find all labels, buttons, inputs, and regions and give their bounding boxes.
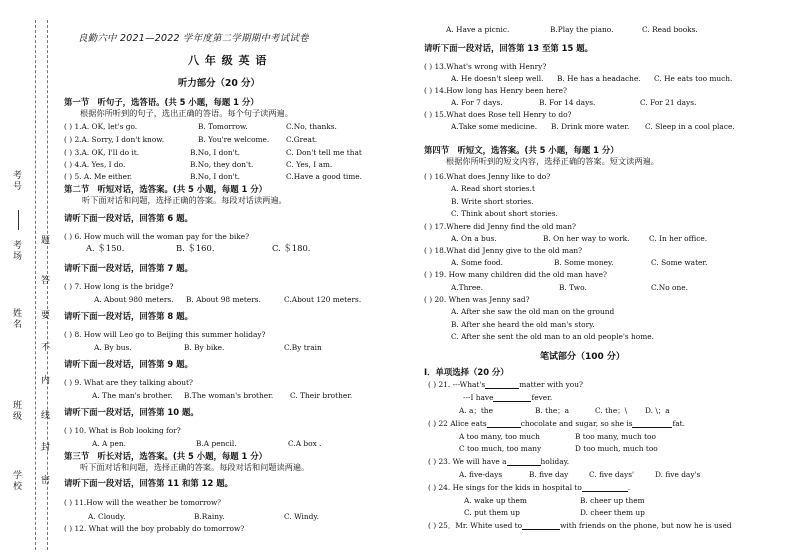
- listen-prompt-10: 请听下面一段对话，回答第 10 题。: [64, 407, 199, 417]
- question-17: ( ) 17.Where did Jenny find the old man?: [424, 222, 577, 231]
- question-16-option-c: C. Think about short stories.: [451, 209, 558, 218]
- question-15-option-a: A.Take some medicine.: [451, 122, 538, 131]
- section-2-title: 第二节 听短对话，选答案。(共 5 小题，每题 1 分）: [64, 184, 268, 194]
- question-2-option-b: B. You're welcome.: [198, 135, 270, 144]
- question-9-option-a: A. The man's brother.: [92, 391, 173, 400]
- question-6: ( ) 6. How much will the woman pay for the bike?: [64, 232, 250, 241]
- question-14: ( ) 14.How long has Henry been here?: [424, 86, 567, 95]
- listen-prompt-8: 请听下面一段对话，回答第 8 题。: [64, 311, 193, 321]
- name-label: 姓名: [11, 308, 21, 330]
- listen-prompt-7: 请听下面一段对话，回答第 7 题。: [64, 263, 193, 273]
- question-9: ( ) 9. What are they talking about?: [64, 378, 193, 387]
- question-5: ( ) 5. A. Me either.: [64, 172, 133, 181]
- question-23-option-b: B. five day: [529, 470, 569, 479]
- question-7: ( ) 7. How long is the bridge?: [64, 282, 174, 291]
- question-20: ( ) 20. When was Jenny sad?: [424, 295, 530, 304]
- question-24-option-a: A. wake up them: [464, 496, 527, 505]
- question-16: ( ) 16.What does Jenny like to do?: [424, 172, 551, 181]
- question-3-option-b: B.No, I don't.: [190, 148, 240, 157]
- question-13-option-c: C. He eats too much.: [654, 74, 733, 83]
- question-24-option-d: D. cheer them up: [580, 508, 645, 517]
- page-title: 八 年 级 英 语: [188, 54, 268, 67]
- question-23-stem: ( ) 23. We will have a: [428, 457, 507, 466]
- blank: [632, 419, 672, 428]
- question-13: ( ) 13.What's wrong with Henry?: [424, 62, 547, 71]
- question-24-stem-end: .: [627, 483, 631, 492]
- question-17-option-a: A. On a bus.: [451, 234, 497, 243]
- question-9-option-c: C. Their brother.: [290, 391, 353, 400]
- question-15-option-b: B. Drink more water.: [551, 122, 630, 131]
- question-2: ( ) 2.A. Sorry, I don't know.: [64, 135, 165, 144]
- question-20-option-c: C. After she sent the old man to an old people's home.: [451, 332, 654, 341]
- question-11-option-b: B.Rainy.: [194, 512, 225, 521]
- question-21-line2-end: fever.: [531, 393, 553, 402]
- listen-prompt-13-15: 请听下面一段对话，回答第 13 至第 15 题。: [424, 43, 593, 53]
- question-19-option-c: C.No one.: [651, 283, 688, 292]
- question-14-option-a: A. For 7 days.: [451, 98, 503, 107]
- school-label: 学校: [11, 470, 21, 492]
- seal-word: 内: [39, 375, 49, 386]
- question-11-option-a: A. Cloudy.: [88, 512, 126, 521]
- seal-word: 密: [39, 475, 49, 486]
- exam-number-line: [18, 210, 20, 230]
- question-4: ( ) 4.A. Yes, I do.: [64, 160, 126, 169]
- question-12-option-a: A. Have a picnic.: [446, 25, 510, 34]
- question-21-stem: ( ) 21. ---What's: [428, 380, 486, 389]
- question-25-stem-end: with friends on the phone, but now he is used: [560, 521, 732, 530]
- section-3-title: 第三节 听长对话，选答案。(共 5 小题，每题 1 分）: [64, 451, 268, 461]
- question-1-option-c: C.No, thanks.: [286, 122, 337, 131]
- question-19: ( ) 19. How many children did the old man have?: [424, 270, 607, 279]
- question-23: [428, 457, 569, 466]
- question-15: ( ) 15.What does Rose tell Henry to do?: [424, 110, 572, 119]
- section-3-instruction: 听下面对话和问题，选择正确的答案。每段对话和问题读两遍。: [80, 462, 310, 472]
- question-3-option-c: C. Don't tell me that: [286, 148, 362, 157]
- seal-word: 封: [39, 442, 49, 453]
- question-8-option-a: A. By bus.: [94, 343, 132, 352]
- question-14-option-b: B. For 14 days.: [539, 98, 596, 107]
- question-8-option-c: C.By train: [284, 343, 322, 352]
- question-21-stem-end: matter with you?: [519, 380, 583, 389]
- question-25-stem: ( ) 25．Mr. White used to: [428, 521, 523, 530]
- section-4-title: 第四节 听短文，选答案。(共 5 小题，每题 1 分）: [424, 145, 619, 155]
- question-4-option-c: C. Yes, I am.: [286, 160, 333, 169]
- question-22-option-d: D too much, much too: [575, 444, 658, 453]
- question-21-line2: [463, 393, 552, 402]
- written-title: 笔试部分（100 分）: [540, 352, 625, 362]
- listen-prompt-6: 请听下面一段对话，回答第 6 题。: [64, 213, 193, 223]
- question-7-option-b: B. About 98 meters.: [186, 295, 261, 304]
- question-21-line2-start: ---I have: [463, 393, 494, 402]
- listen-prompt-11-12: 请听下面一段对话，回答第 11 和第 12 题。: [64, 478, 233, 488]
- question-13-option-b: B. He has a headache.: [557, 74, 641, 83]
- question-19-option-a: A.Three.: [451, 283, 484, 292]
- question-23-option-d: D. five day's: [655, 470, 701, 479]
- question-17-option-b: B. On her way to work.: [543, 234, 630, 243]
- blank: [582, 483, 631, 492]
- question-22-option-c: C too much, too many: [459, 444, 542, 453]
- question-22-stem-mid: chocolate and sugar, so she is: [520, 419, 633, 428]
- exam-header: 良勤六中 2021—2022 学年度第二学期期中考试试卷: [78, 33, 309, 44]
- question-4-option-b: B.No, they don't.: [190, 160, 254, 169]
- class-label: 班级: [11, 400, 21, 422]
- listen-prompt-9: 请听下面一段对话，回答第 9 题。: [64, 359, 193, 369]
- question-23-option-c: C. five days': [589, 470, 635, 479]
- question-21: [428, 380, 583, 389]
- question-6-option-c: C. ＄180.: [272, 243, 311, 253]
- question-24-option-c: C. put them up: [464, 508, 520, 517]
- question-5-option-c: C.Have a good time.: [286, 172, 363, 181]
- question-2-option-c: C.Great.: [286, 135, 318, 144]
- question-12-option-c: C. Read books.: [642, 25, 698, 34]
- question-18-option-c: C. Some water.: [651, 258, 708, 267]
- question-12-option-b: B.Play the piano.: [550, 25, 614, 34]
- question-18-option-a: A. Some food.: [451, 258, 503, 267]
- binding-line-outer: [35, 20, 36, 550]
- multiple-choice-title: I．单项选择（20 分）: [424, 367, 509, 377]
- blank: [487, 419, 521, 428]
- section-4-instruction: 根据你所听到的短文内容，选择正确的答案。短文读两遍。: [446, 156, 659, 166]
- question-8: ( ) 8. How will Leo go to Beijing this summer holiday?: [64, 330, 266, 339]
- question-10: ( ) 10. What is Bob looking for?: [64, 426, 181, 435]
- question-16-option-b: B. Write short stories.: [451, 197, 534, 206]
- question-24-option-b: B. cheer up them: [580, 496, 645, 505]
- section-1-title: 第一节 听句子，选答语。(共 5 小题，每题 1 分）: [64, 97, 259, 107]
- question-12: ( ) 12. What will the boy probably do tomorrow?: [64, 524, 245, 533]
- question-17-option-c: C. In her office.: [649, 234, 708, 243]
- question-5-option-b: B.No, I don't.: [190, 172, 240, 181]
- question-21-option-b: B. the；a: [535, 406, 570, 415]
- question-21-option-d: D. \；a: [645, 406, 670, 415]
- question-20-option-b: B. After she heard the old man's story.: [451, 320, 595, 329]
- question-6-option-a: A. ＄150.: [86, 243, 125, 253]
- seal-word: 答: [39, 275, 49, 286]
- question-23-stem-end: holiday.: [540, 457, 570, 466]
- question-10-option-a: A. A pen.: [92, 439, 126, 448]
- question-11-option-c: C. Windy.: [284, 512, 319, 521]
- question-22-option-a: A too many, too much: [459, 432, 540, 441]
- question-11: ( ) 11.How will the weather be tomorrow？: [64, 498, 225, 507]
- question-24-stem: ( ) 24. He sings for the kids in hospital to: [428, 483, 582, 492]
- question-7-option-c: C.About 120 meters.: [284, 295, 362, 304]
- question-1-option-b: B. Tomorrow.: [198, 122, 248, 131]
- question-13-option-a: A. He doesn't sleep well.: [451, 74, 544, 83]
- seal-word: 题: [39, 235, 49, 246]
- section-1-instruction: 根据你所听到的句子，选出正确的答语。每个句子读两遍。: [80, 108, 293, 118]
- question-6-option-b: B. ＄160.: [176, 243, 215, 253]
- question-7-option-a: A. About 980 meters.: [94, 295, 174, 304]
- blank: [507, 457, 541, 466]
- question-21-option-a: A. a；the: [459, 406, 493, 415]
- question-25: [428, 521, 732, 530]
- question-15-option-c: C. Sleep in a cool place.: [645, 122, 735, 131]
- question-24: [428, 483, 630, 492]
- blank: [493, 393, 531, 402]
- question-10-option-b: B.A pencil.: [196, 439, 237, 448]
- seal-word: 线: [39, 410, 49, 421]
- seal-word: 不: [39, 342, 49, 353]
- question-23-option-a: A. five-days: [459, 470, 503, 479]
- blank: [485, 380, 519, 389]
- question-9-option-b: B.The woman's brother.: [184, 391, 274, 400]
- question-22: [428, 419, 685, 428]
- seal-word: 要: [39, 310, 49, 321]
- listening-title: 听力部分（20 分）: [178, 78, 260, 89]
- blank: [522, 521, 560, 530]
- question-22-option-b: B too many, much too: [575, 432, 656, 441]
- question-8-option-b: B. By bike.: [184, 343, 225, 352]
- question-21-option-c: C. the；\: [595, 406, 628, 415]
- section-2-instruction: 听下面对话和问题，选择正确的答案。每段对话读两遍。: [82, 195, 287, 205]
- question-3: ( ) 3.A. OK, I'll do it.: [64, 148, 140, 157]
- question-10-option-c: C.A box .: [288, 439, 322, 448]
- exam-number-label: 考号: [11, 170, 21, 192]
- question-20-option-a: A. After she saw the old man on the ground: [451, 307, 615, 316]
- question-18-option-b: B. Some money.: [554, 258, 614, 267]
- exam-room-label: 考场: [11, 240, 21, 262]
- question-19-option-b: B. Two.: [559, 283, 587, 292]
- question-1: ( ) 1.A. OK, let's go.: [64, 122, 138, 131]
- question-22-stem: ( ) 22 Alice eats: [428, 419, 487, 428]
- question-18: ( ) 18.What did Jenny give to the old man?: [424, 246, 583, 255]
- question-22-stem-end: fat.: [672, 419, 685, 428]
- question-14-option-c: C. For 21 days.: [640, 98, 697, 107]
- question-16-option-a: A. Read short stories.t: [451, 184, 535, 193]
